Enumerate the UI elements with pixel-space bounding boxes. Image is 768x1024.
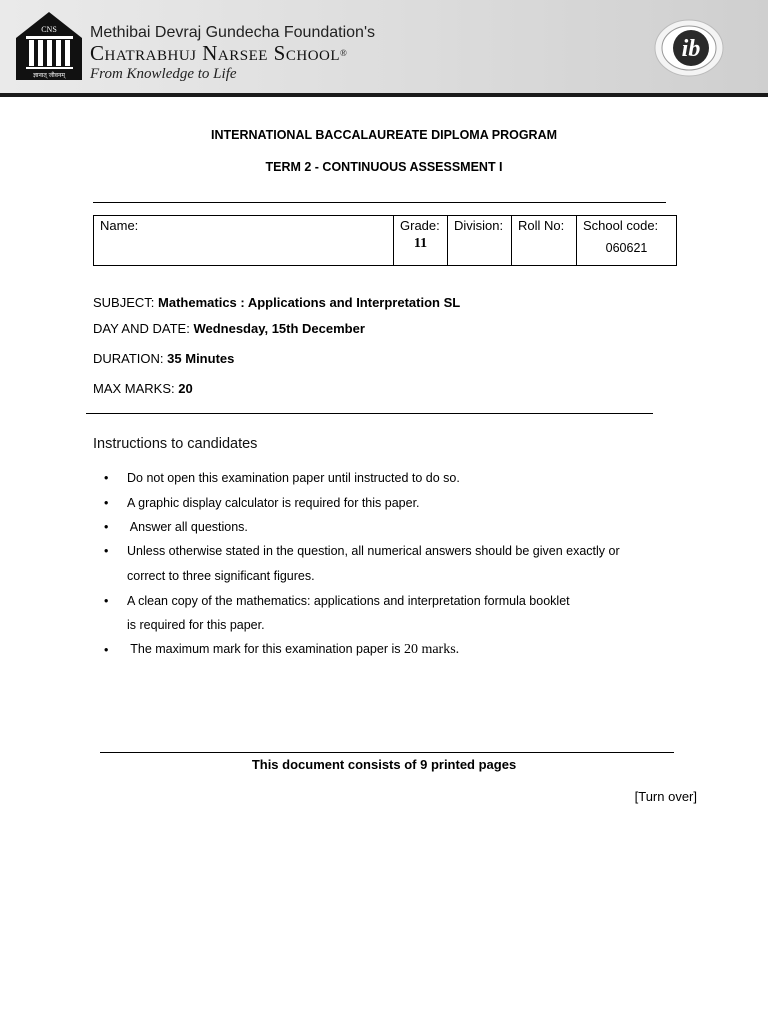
name-cell[interactable] [94,216,394,266]
school-code-value: 060621 [605,241,648,255]
instruction-item: Do not open this examination paper until instructed to do so. [127,471,460,485]
svg-text:ib: ib [681,36,701,62]
divider-line [100,752,674,753]
instruction-item: Answer all questions. [127,520,248,534]
duration-value: 35 Minutes [167,351,235,366]
instruction-item-text: The maximum mark for this examination paper is [127,642,404,656]
school-code-label: School code: [583,218,659,233]
bullet-icon: • [104,471,109,485]
grade-label: Grade: [400,218,440,233]
instruction-item: A clean copy of the mathematics: applications and interpretation formula booklet [127,594,570,608]
divider-line [86,413,653,414]
max-marks-row [93,381,193,396]
subject-row [93,295,460,310]
max-marks-label: MAX MARKS: [93,381,175,396]
instruction-item [127,642,459,658]
roll-label: Roll No: [518,218,565,233]
school-code-cell [577,216,677,266]
divider-line [93,202,666,203]
header-divider [0,93,768,97]
grade-cell [394,216,448,266]
header-banner [0,0,768,93]
date-label: DAY AND DATE: [93,321,190,336]
school-name-text: Chatrabhuj Narsee School [90,41,341,65]
school-name [90,42,375,66]
school-tagline: From Knowledge to Life [90,66,237,82]
bullet-icon: • [104,496,109,510]
svg-text:ज्ञानात् जीवनम्: ज्ञानात् जीवनम् [33,72,65,79]
school-logo-icon [14,10,84,82]
grade-value: 11 [413,236,428,251]
instruction-item-continued: correct to three significant figures. [127,569,315,583]
pages-note: This document consists of 9 printed pages [251,757,517,772]
school-name-block [90,24,375,83]
bullet-icon: • [104,544,109,558]
roll-cell[interactable] [512,216,577,266]
foundation-name: Methibai Devraj Gundecha Foundation's [90,24,375,41]
assessment-title: TERM 2 - CONTINUOUS ASSESSMENT I [265,160,503,174]
registered-mark: ® [340,48,348,58]
duration-row [93,351,234,366]
subject-label: SUBJECT: [93,295,155,310]
instructions-title: Instructions to candidates [93,436,258,452]
name-label: Name: [100,218,139,233]
max-marks-value: 20 [178,381,193,396]
max-marks-tail: 20 marks. [403,642,460,657]
turn-over-note: [Turn over] [634,789,697,804]
date-value: Wednesday, 15th December [193,321,365,336]
svg-text:CNS: CNS [41,25,57,34]
bullet-icon: • [104,643,109,657]
date-row [93,321,365,336]
instruction-item: Unless otherwise stated in the question, all numerical answers should be given exactly or [127,544,620,558]
instruction-item-continued: is required for this paper. [127,618,265,632]
division-cell[interactable] [448,216,512,266]
instruction-item: A graphic display calculator is required for this paper. [127,496,420,510]
subject-value: Mathematics : Applications and Interpretation SL [158,295,461,310]
division-label: Division: [454,218,504,233]
ib-logo-icon [652,18,726,78]
bullet-icon: • [104,594,109,608]
student-info-table [93,215,677,266]
bullet-icon: • [104,520,109,534]
program-title: INTERNATIONAL BACCALAUREATE DIPLOMA PROGRAM [210,128,558,142]
duration-label: DURATION: [93,351,164,366]
